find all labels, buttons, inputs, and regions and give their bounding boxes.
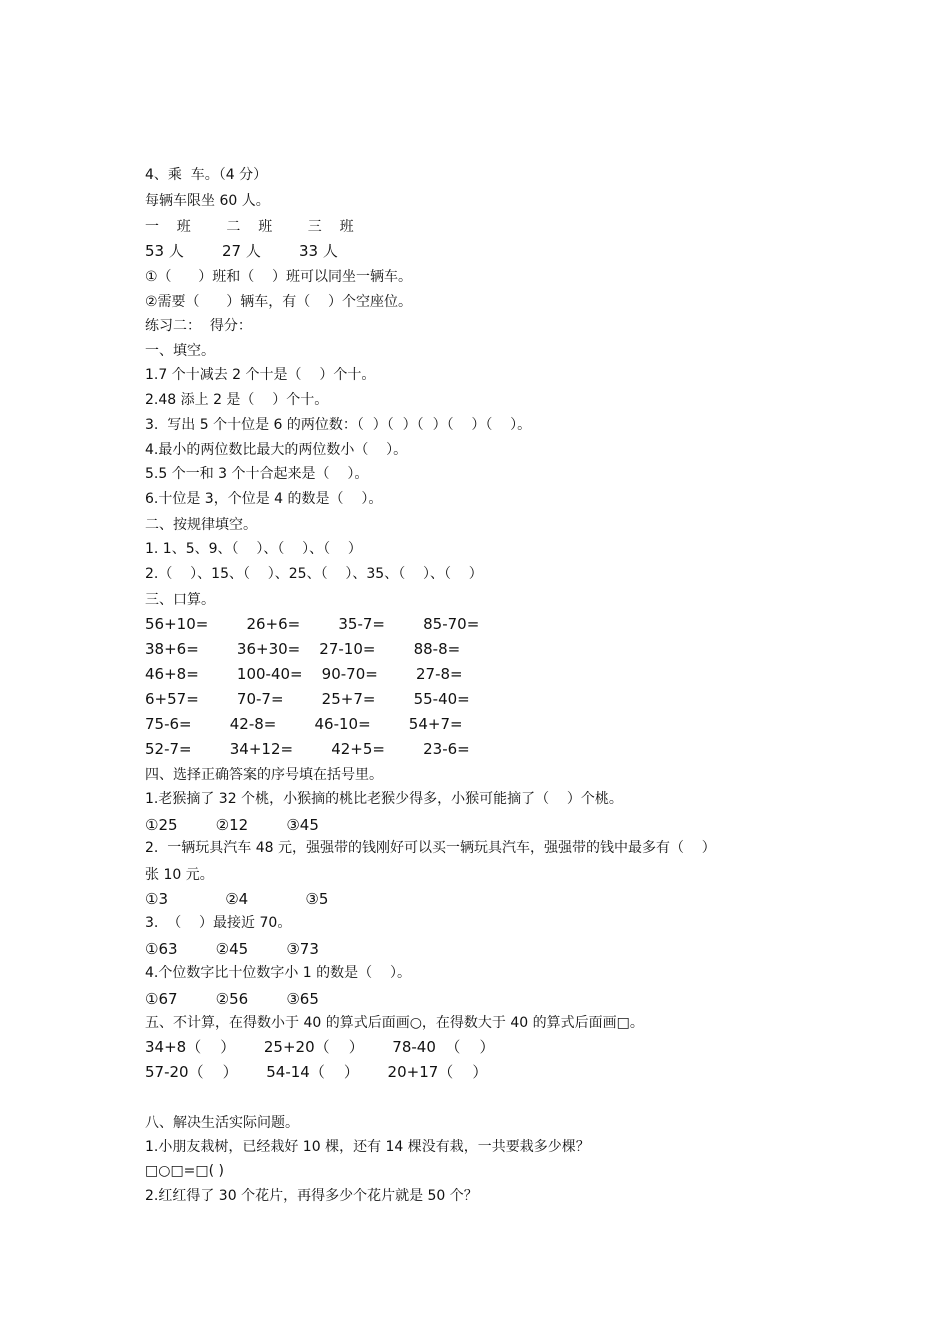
section-compare-heading: 五、不计算，在得数小于 40 的算式后面画○，在得数大于 40 的算式后面画□。: [145, 1015, 644, 1031]
mental-math-row-2: 38+6= 36+30= 27-10= 88-8=: [145, 640, 461, 658]
fill-blank-item-4: 4.最小的两位数比最大的两位数小（ ）。: [145, 442, 408, 458]
choice-question-4: 4.个位数字比十位数字小 1 的数是（ ）。: [145, 965, 411, 981]
fill-blank-item-1: 1.7 个十减去 2 个十是（ ）个十。: [145, 367, 376, 383]
choice-question-2-cont: 张 10 元。: [145, 867, 214, 883]
choice-options-4: ①67 ②56 ③65: [145, 990, 319, 1008]
section-word-problems-heading: 八、解决生活实际问题。: [145, 1115, 299, 1131]
pattern-item-2: 2.（ ）、15、（ ）、25、（ ）、35、（ ）、（ ）: [145, 566, 483, 582]
word-problem-1-equation: □○□=□( ): [145, 1163, 225, 1179]
class-sizes-row: 53 人 27 人 33 人: [145, 242, 338, 260]
fill-blank-item-3: 3. 写出 5 个十位是 6 的两位数：（ ）（ ）（ ）（ ）（ ）。: [145, 417, 532, 433]
choice-question-2: 2. 一辆玩具汽车 48 元，强强带的钱刚好可以买一辆玩具汽车，强强带的钱中最多有（ ）: [145, 840, 716, 856]
fill-blank-item-6: 6.十位是 3，个位是 4 的数是（ ）。: [145, 491, 383, 507]
fill-blank-item-2: 2.48 添上 2 是（ ）个十。: [145, 392, 329, 408]
choice-options-1: ①25 ②12 ③45: [145, 816, 319, 834]
section-choice-heading: 四、选择正确答案的序号填在括号里。: [145, 767, 383, 783]
fill-blank-item-5: 5.5 个一和 3 个十合起来是（ ）。: [145, 466, 369, 482]
bus-question-1: ①（ ）班和（ ）班可以同坐一辆车。: [145, 269, 413, 285]
pattern-item-1: 1. 1、5、9、（ ）、（ ）、（ ）: [145, 541, 362, 557]
class-names-row: 一 班 二 班 三 班: [145, 219, 354, 235]
choice-question-1: 1.老猴摘了 32 个桃，小猴摘的桃比老猴少得多，小猴可能摘了（ ）个桃。: [145, 791, 623, 807]
exercise-two-heading: 练习二： 得分：: [145, 318, 252, 334]
mental-math-row-5: 75-6= 42-8= 46-10= 54+7=: [145, 715, 463, 733]
bus-capacity-text: 每辆车限坐 60 人。: [145, 193, 270, 209]
bus-question-2: ②需要（ ）辆车，有（ ）个空座位。: [145, 294, 413, 310]
word-problem-1: 1.小朋友栽树，已经栽好 10 棵，还有 14 棵没有栽，一共要栽多少棵？: [145, 1139, 590, 1155]
choice-question-3: 3. （ ）最接近 70。: [145, 915, 292, 931]
section-fill-blank-heading: 一、填空。: [145, 343, 215, 359]
mental-math-row-3: 46+8= 100-40= 90-70= 27-8=: [145, 665, 463, 683]
mental-math-row-6: 52-7= 34+12= 42+5= 23-6=: [145, 740, 470, 758]
choice-options-3: ①63 ②45 ③73: [145, 940, 319, 958]
choice-options-2: ①3 ②4 ③5: [145, 890, 329, 908]
mental-math-row-1: 56+10= 26+6= 35-7= 85-70=: [145, 615, 480, 633]
mental-math-row-4: 6+57= 70-7= 25+7= 55-40=: [145, 690, 470, 708]
section-pattern-heading: 二、按规律填空。: [145, 517, 257, 533]
compare-row-2: 57-20（ ） 54-14（ ） 20+17（ ）: [145, 1063, 488, 1081]
compare-row-1: 34+8（ ） 25+20（ ） 78-40 （ ）: [145, 1038, 495, 1056]
q4-ride-bus-title: 4、乘 车。（4 分）: [145, 167, 268, 183]
section-mental-math-heading: 三、口算。: [145, 592, 215, 608]
word-problem-2: 2.红红得了 30 个花片，再得多少个花片就是 50 个？: [145, 1188, 478, 1204]
